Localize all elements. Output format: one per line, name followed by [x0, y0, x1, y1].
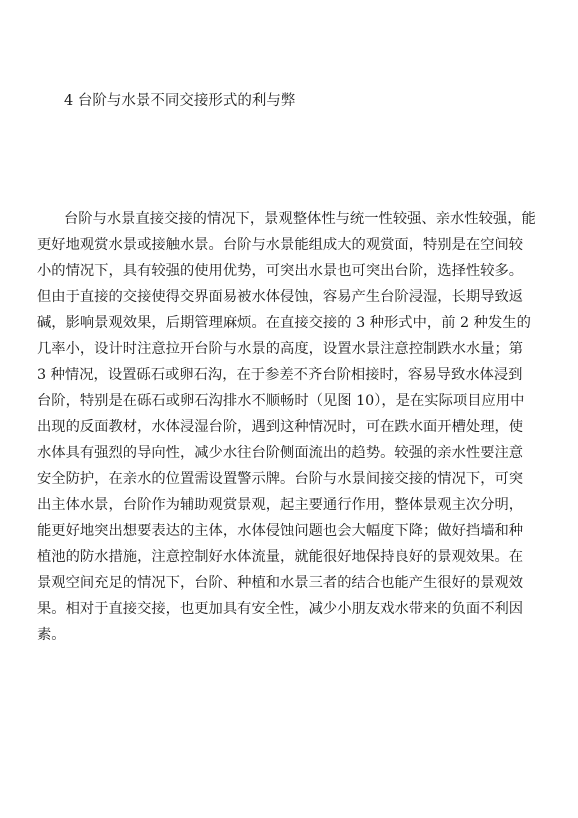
section-heading: 4 台阶与水景不同交接形式的利与弊 — [64, 93, 296, 109]
paragraph-line: 小的情况下，具有较强的使用优势，可突出水景也可突出台阶，选择性较多。 — [37, 263, 524, 279]
paragraph-line: 碱，影响景观效果，后期管理麻烦。在直接交接的 3 种形式中，前 2 种发生的 — [37, 315, 531, 331]
paragraph-line: 景观空间充足的情况下，台阶、种植和水景三者的结合也能产生很好的景观效 — [37, 575, 524, 591]
paragraph-line: 素。 — [37, 627, 66, 643]
paragraph-line: 3 种情况，设置砾石或卵石沟，在于参差不齐台阶相接时，容易导致水体浸到 — [37, 367, 523, 383]
paragraph-line: 水体具有强烈的导向性，减少水往台阶侧面流出的趋势。较强的亲水性要注意 — [37, 445, 524, 461]
paragraph-line: 果。相对于直接交接，也更加具有安全性，减少小朋友戏水带来的负面不利因 — [37, 601, 524, 617]
paragraph-line: 台阶，特别是在砾石或卵石沟排水不顺畅时（见图 10），是在实际项目应用中 — [37, 393, 525, 409]
body-paragraph — [37, 206, 545, 648]
paragraph-line: 更好地观赏水景或接触水景。台阶与水景能组成大的观赏面，特别是在空间较 — [37, 237, 524, 253]
paragraph-line: 出现的反面教材，水体浸湿台阶，遇到这种情况时，可在跌水面开槽处理，使 — [37, 419, 524, 435]
paragraph-line: 植池的防水措施，注意控制好水体流量，就能很好地保持良好的景观效果。在 — [37, 549, 524, 565]
paragraph-line: 但由于直接的交接使得交界面易被水体侵蚀，容易产生台阶浸湿，长期导致返 — [37, 289, 524, 305]
paragraph-line: 安全防护，在亲水的位置需设置警示牌。台阶与水景间接交接的情况下，可突 — [37, 471, 524, 487]
paragraph-line: 几率小，设计时注意拉开台阶与水景的高度，设置水景注意控制跌水水量；第 — [37, 341, 524, 357]
paragraph-line: 出主体水景，台阶作为辅助观赏景观，起主要通行作用，整体景观主次分明， — [37, 497, 524, 513]
paragraph-line: 能更好地突出想要表达的主体，水体侵蚀问题也会大幅度下降；做好挡墙和种 — [37, 523, 524, 539]
paragraph-line: 台阶与水景直接交接的情况下，景观整体性与统一性较强、亲水性较强，能 — [64, 211, 536, 227]
